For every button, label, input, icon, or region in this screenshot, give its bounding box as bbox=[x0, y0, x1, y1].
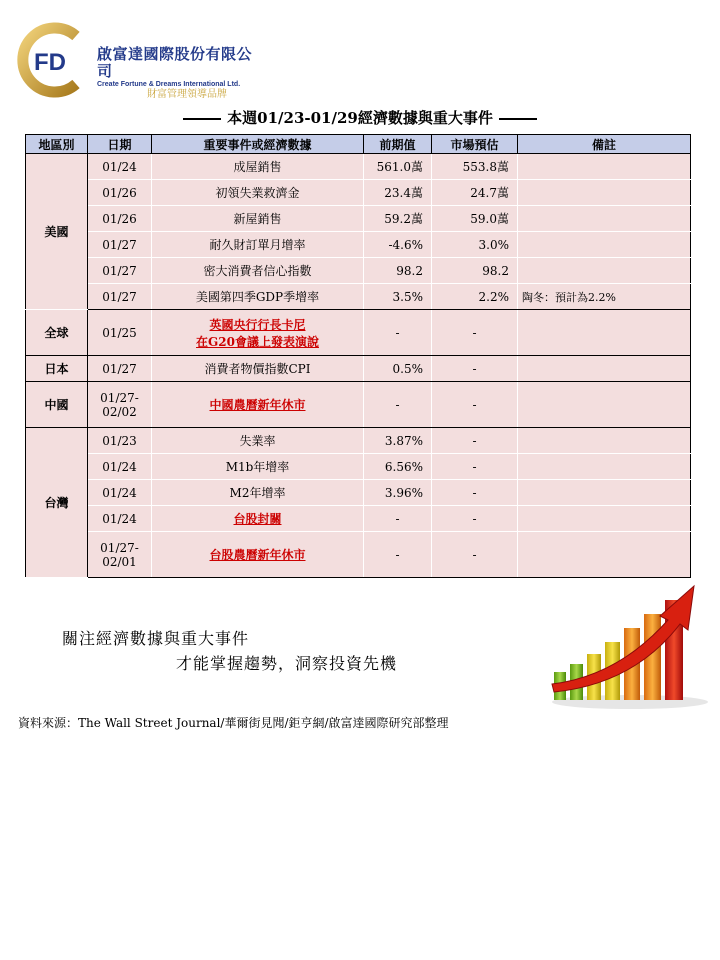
table-body bbox=[26, 154, 691, 578]
header-forecast: 市場預估 bbox=[432, 135, 518, 154]
previous-value-cell: 6.56% bbox=[364, 454, 432, 480]
previous-value-cell: - bbox=[364, 532, 432, 578]
page-title bbox=[0, 107, 720, 128]
table-row bbox=[26, 232, 691, 258]
note-cell: 陶冬：預計為2.2% bbox=[518, 284, 691, 310]
region-cell: 中國 bbox=[26, 382, 88, 428]
table-row bbox=[26, 258, 691, 284]
source-note: 資料來源：The Wall Street Journal/華爾街見聞/鉅亨網/啟富達國際研究部整理 bbox=[18, 716, 449, 730]
forecast-value-cell: - bbox=[432, 532, 518, 578]
previous-value-cell: 23.4萬 bbox=[364, 180, 432, 206]
event-cell: 英國央行行長卡尼 在G20會議上發表演說 bbox=[152, 310, 364, 356]
previous-value-cell: - bbox=[364, 310, 432, 356]
date-cell: 01/25 bbox=[88, 310, 152, 356]
previous-value-cell: -4.6% bbox=[364, 232, 432, 258]
table-row bbox=[26, 532, 691, 578]
table-row bbox=[26, 284, 691, 310]
note-cell bbox=[518, 532, 691, 578]
date-cell: 01/24 bbox=[88, 506, 152, 532]
header-previous: 前期值 bbox=[364, 135, 432, 154]
event-cell: 消費者物價指數CPI bbox=[152, 356, 364, 382]
note-cell bbox=[518, 232, 691, 258]
note-cell bbox=[518, 428, 691, 454]
table-row bbox=[26, 382, 691, 428]
event-cell: M1b年增率 bbox=[152, 454, 364, 480]
table-row bbox=[26, 154, 691, 180]
event-cell: M2年增率 bbox=[152, 480, 364, 506]
previous-value-cell: 98.2 bbox=[364, 258, 432, 284]
forecast-value-cell: 98.2 bbox=[432, 258, 518, 284]
event-cell: 美國第四季GDP季增率 bbox=[152, 284, 364, 310]
note-cell bbox=[518, 206, 691, 232]
date-cell: 01/27 bbox=[88, 258, 152, 284]
event-cell: 失業率 bbox=[152, 428, 364, 454]
forecast-value-cell: - bbox=[432, 428, 518, 454]
note-cell bbox=[518, 480, 691, 506]
header-date: 日期 bbox=[88, 135, 152, 154]
note-cell bbox=[518, 506, 691, 532]
table-header-row bbox=[26, 135, 691, 154]
growth-chart-illustration bbox=[548, 580, 708, 710]
date-cell: 01/27- 02/01 bbox=[88, 532, 152, 578]
event-cell: 密大消費者信心指數 bbox=[152, 258, 364, 284]
previous-value-cell: - bbox=[364, 506, 432, 532]
event-cell: 新屋銷售 bbox=[152, 206, 364, 232]
motto-line-2: 才能掌握趨勢，洞察投資先機 bbox=[176, 654, 398, 673]
region-cell: 日本 bbox=[26, 356, 88, 382]
logo-mark-text: FD bbox=[34, 49, 66, 76]
company-name-cn: 啟富達國際股份有限公司 bbox=[97, 45, 253, 81]
date-cell: 01/27 bbox=[88, 284, 152, 310]
previous-value-cell: 0.5% bbox=[364, 356, 432, 382]
forecast-value-cell: 553.8萬 bbox=[432, 154, 518, 180]
previous-value-cell: 3.96% bbox=[364, 480, 432, 506]
previous-value-cell: 3.87% bbox=[364, 428, 432, 454]
event-cell: 初領失業救濟金 bbox=[152, 180, 364, 206]
company-name-en: Create Fortune & Dreams International Ltd. bbox=[97, 80, 241, 88]
previous-value-cell: - bbox=[364, 382, 432, 428]
previous-value-cell: 3.5% bbox=[364, 284, 432, 310]
note-cell bbox=[518, 154, 691, 180]
page-title-text: 本週01/23-01/29經濟數據與重大事件 bbox=[227, 109, 493, 127]
date-cell: 01/23 bbox=[88, 428, 152, 454]
forecast-value-cell: - bbox=[432, 356, 518, 382]
table-row bbox=[26, 454, 691, 480]
forecast-value-cell: - bbox=[432, 310, 518, 356]
title-dash-right bbox=[499, 118, 537, 120]
table-row bbox=[26, 356, 691, 382]
note-cell bbox=[518, 382, 691, 428]
header-notes: 備註 bbox=[518, 135, 691, 154]
previous-value-cell: 561.0萬 bbox=[364, 154, 432, 180]
region-cell: 台灣 bbox=[26, 428, 88, 578]
event-cell: 台股農曆新年休市 bbox=[152, 532, 364, 578]
forecast-value-cell: - bbox=[432, 506, 518, 532]
header-event: 重要事件或經濟數據 bbox=[152, 135, 364, 154]
header-region: 地區別 bbox=[26, 135, 88, 154]
forecast-value-cell: - bbox=[432, 382, 518, 428]
date-cell: 01/27 bbox=[88, 232, 152, 258]
event-cell: 中國農曆新年休市 bbox=[152, 382, 364, 428]
region-cell: 美國 bbox=[26, 154, 88, 310]
forecast-value-cell: 3.0% bbox=[432, 232, 518, 258]
forecast-value-cell: 24.7萬 bbox=[432, 180, 518, 206]
motto-line-1: 關注經濟數據與重大事件 bbox=[62, 629, 250, 648]
date-cell: 01/24 bbox=[88, 454, 152, 480]
note-cell bbox=[518, 454, 691, 480]
event-cell: 耐久財訂單月增率 bbox=[152, 232, 364, 258]
event-cell: 成屋銷售 bbox=[152, 154, 364, 180]
company-slogan: 財富管理領導品牌 bbox=[147, 88, 227, 100]
date-cell: 01/27- 02/02 bbox=[88, 382, 152, 428]
forecast-value-cell: 59.0萬 bbox=[432, 206, 518, 232]
region-cell: 全球 bbox=[26, 310, 88, 356]
table-row bbox=[26, 180, 691, 206]
logo-mark bbox=[12, 22, 96, 98]
title-dash-left bbox=[183, 118, 221, 120]
forecast-value-cell: - bbox=[432, 454, 518, 480]
table-row bbox=[26, 206, 691, 232]
events-table bbox=[25, 134, 691, 578]
table-row bbox=[26, 480, 691, 506]
forecast-value-cell: - bbox=[432, 480, 518, 506]
table-row bbox=[26, 506, 691, 532]
note-cell bbox=[518, 180, 691, 206]
date-cell: 01/26 bbox=[88, 206, 152, 232]
date-cell: 01/24 bbox=[88, 154, 152, 180]
note-cell bbox=[518, 310, 691, 356]
note-cell bbox=[518, 356, 691, 382]
company-logo bbox=[12, 22, 252, 98]
date-cell: 01/27 bbox=[88, 356, 152, 382]
event-cell: 台股封關 bbox=[152, 506, 364, 532]
date-cell: 01/24 bbox=[88, 480, 152, 506]
table-row bbox=[26, 428, 691, 454]
date-cell: 01/26 bbox=[88, 180, 152, 206]
previous-value-cell: 59.2萬 bbox=[364, 206, 432, 232]
table-row bbox=[26, 310, 691, 356]
forecast-value-cell: 2.2% bbox=[432, 284, 518, 310]
note-cell bbox=[518, 258, 691, 284]
